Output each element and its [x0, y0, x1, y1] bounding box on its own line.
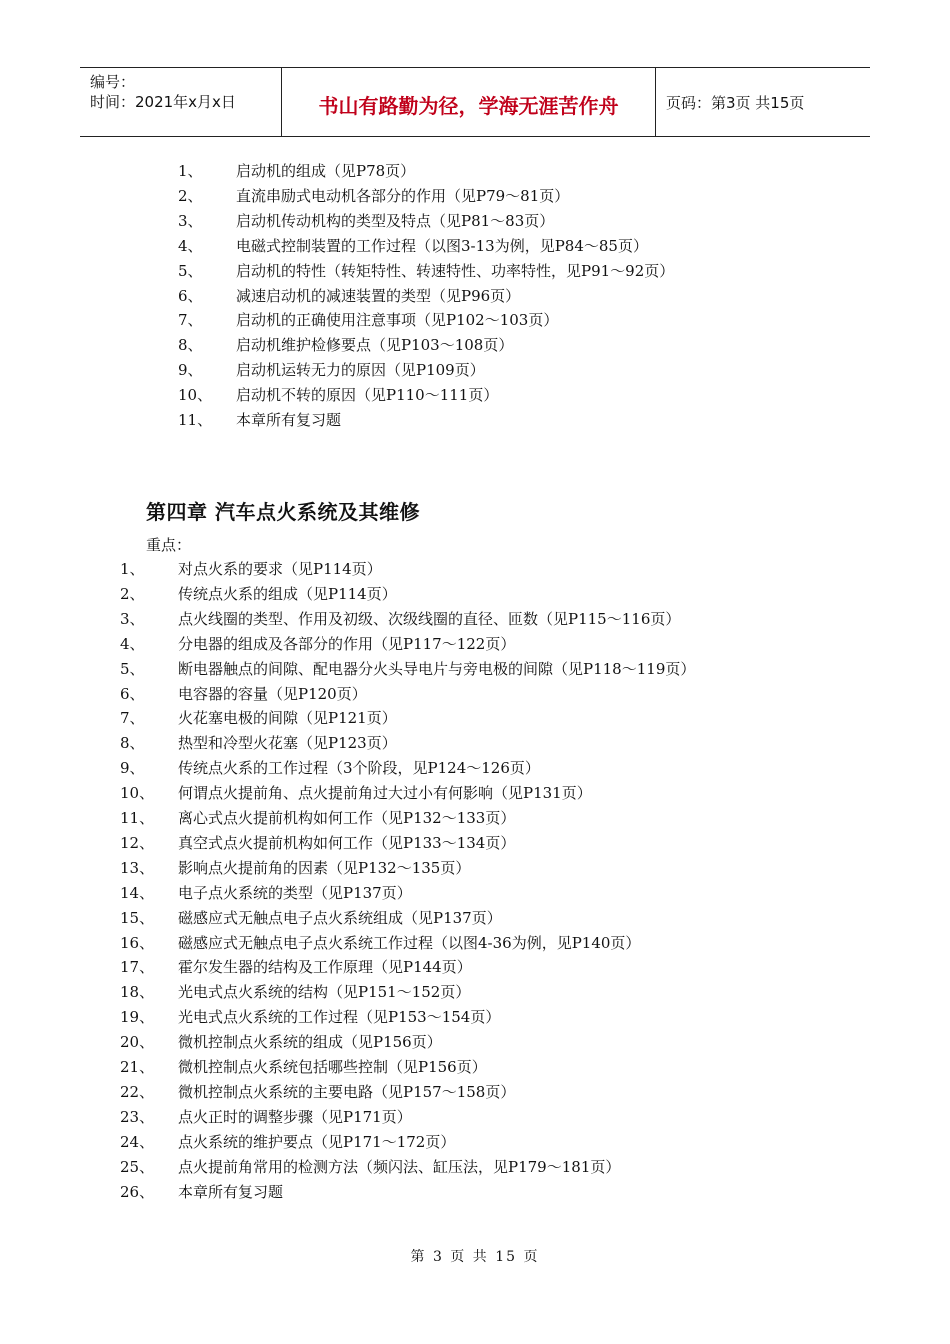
list-item-text: 微机控制点火系统的主要电路（见P157～158页）	[178, 1082, 516, 1101]
document-date-label: 时间：2021年x月x日	[90, 93, 236, 111]
list-item-number: 7、	[178, 311, 203, 330]
header-motto: 书山有路勤为径，学海无涯苦作舟	[282, 68, 656, 136]
list-item-number: 20、	[120, 1033, 155, 1052]
list-item-number: 9、	[178, 361, 203, 380]
list-item-number: 10、	[178, 386, 213, 405]
list-item-text: 本章所有复习题	[236, 411, 342, 429]
list-item-text: 微机控制点火系统包括哪些控制（见P156页）	[178, 1058, 487, 1076]
list-item-text: 直流串励式电动机各部分的作用（见P79～81页）	[236, 186, 570, 205]
list-item-text: 真空式点火提前机构如何工作（见P133～134页）	[178, 833, 516, 852]
list-item-number: 8、	[120, 734, 145, 753]
list-item-number: 6、	[120, 684, 145, 703]
list-item-text: 何谓点火提前角、点火提前角过大过小有何影响（见P131页）	[178, 784, 592, 803]
list-item-number: 1、	[120, 560, 145, 578]
list-item-number: 11、	[178, 411, 213, 429]
list-item-text: 启动机传动机构的类型及特点（见P81～83页）	[236, 211, 555, 230]
list-item-text: 断电器触点的间隙、配电器分火头导电片与旁电极的间隙（见P118～119页）	[178, 659, 696, 678]
header-meta-cell	[80, 68, 282, 136]
list-item-text: 启动机的特性（转矩特性、转速特性、功率特性，见P91～92页）	[236, 261, 675, 280]
list-item-number: 16、	[120, 933, 155, 952]
list-item-text: 光电式点火系统的结构（见P151～152页）	[178, 983, 471, 1002]
list-item-text: 微机控制点火系统的组成（见P156页）	[178, 1033, 442, 1052]
list-item-text: 点火线圈的类型、作用及初级、次级线圈的直径、匝数（见P115～116页）	[178, 609, 681, 628]
list-item-number: 25、	[120, 1157, 155, 1176]
list-item-number: 12、	[120, 833, 155, 852]
list-item-text: 启动机运转无力的原因（见P109页）	[236, 361, 485, 380]
list-item-number: 21、	[120, 1058, 155, 1076]
list-item-number: 26、	[120, 1182, 155, 1201]
list-item-number: 13、	[120, 858, 155, 877]
list-item-text: 磁感应式无触点电子点火系统工作过程（以图4-36为例，见P140页）	[178, 933, 641, 952]
list-item-text: 启动机的组成（见P78页）	[236, 162, 416, 180]
chapter-title: 第四章 汽车点火系统及其维修	[146, 500, 420, 524]
list-item-number: 22、	[120, 1082, 155, 1101]
page-header	[80, 67, 870, 137]
list-item-text: 电容器的容量（见P120页）	[178, 684, 367, 703]
list-item-number: 23、	[120, 1107, 155, 1126]
list-item-number: 5、	[178, 261, 203, 280]
list-item-number: 4、	[178, 236, 203, 255]
list-item-number: 2、	[120, 584, 145, 603]
list-item-number: 14、	[120, 883, 155, 902]
list-item-text: 对点火系的要求（见P114页）	[178, 560, 382, 578]
list-item-text: 本章所有复习题	[178, 1182, 284, 1201]
list-item-number: 10、	[120, 784, 155, 803]
list-item-text: 热型和冷型火花塞（见P123页）	[178, 734, 397, 753]
list-item-number: 19、	[120, 1008, 155, 1027]
list-item-number: 6、	[178, 286, 203, 305]
list-item-number: 15、	[120, 908, 155, 927]
document-number-label: 编号：	[90, 73, 136, 91]
list-item-text: 传统点火系的组成（见P114页）	[178, 584, 397, 603]
list-item-text: 传统点火系的工作过程（3个阶段，见P124～126页）	[178, 759, 540, 778]
list-item-number: 24、	[120, 1132, 155, 1151]
list-item-text: 点火提前角常用的检测方法（频闪法、缸压法，见P179～181页）	[178, 1157, 621, 1176]
list-item-number: 5、	[120, 659, 145, 678]
list-item-text: 火花塞电极的间隙（见P121页）	[178, 709, 397, 728]
list-item-number: 11、	[120, 809, 155, 827]
header-page-number: 页码：第3页 共15页	[666, 93, 805, 112]
list-item-number: 7、	[120, 709, 145, 728]
list-item-number: 4、	[120, 634, 145, 653]
list-item-text: 电磁式控制装置的工作过程（以图3-13为例，见P84～85页）	[236, 236, 648, 255]
list-item-number: 3、	[178, 211, 203, 230]
list-item-text: 霍尔发生器的结构及工作原理（见P144页）	[178, 958, 472, 977]
list-item-text: 点火系统的维护要点（见P171～172页）	[178, 1132, 456, 1151]
list-item-text: 启动机维护检修要点（见P103～108页）	[236, 336, 514, 355]
list-item-number: 1、	[178, 162, 203, 180]
list-item-number: 8、	[178, 336, 203, 355]
list-item-text: 影响点火提前角的因素（见P132～135页）	[178, 858, 471, 877]
list-item-number: 2、	[178, 186, 203, 205]
list-item-text: 磁感应式无触点电子点火系统组成（见P137页）	[178, 908, 502, 927]
list-item-text: 减速启动机的减速装置的类型（见P96页）	[236, 286, 521, 305]
list-item-text: 启动机不转的原因（见P110～111页）	[236, 386, 499, 405]
list-item-text: 分电器的组成及各部分的作用（见P117～122页）	[178, 634, 516, 653]
list-item-text: 启动机的正确使用注意事项（见P102～103页）	[236, 311, 559, 330]
list-item-number: 18、	[120, 983, 155, 1002]
page-footer: 第 3 页 共 15 页	[410, 1249, 540, 1265]
list-item-number: 17、	[120, 958, 155, 977]
key-points-label: 重点：	[146, 536, 192, 554]
list-item-number: 3、	[120, 609, 145, 628]
list-item-number: 9、	[120, 759, 145, 778]
list-item-text: 电子点火系统的类型（见P137页）	[178, 883, 412, 902]
list-item-text: 光电式点火系统的工作过程（见P153～154页）	[178, 1008, 501, 1027]
list-item-text: 离心式点火提前机构如何工作（见P132～133页）	[178, 809, 516, 827]
list-item-text: 点火正时的调整步骤（见P171页）	[178, 1107, 412, 1126]
